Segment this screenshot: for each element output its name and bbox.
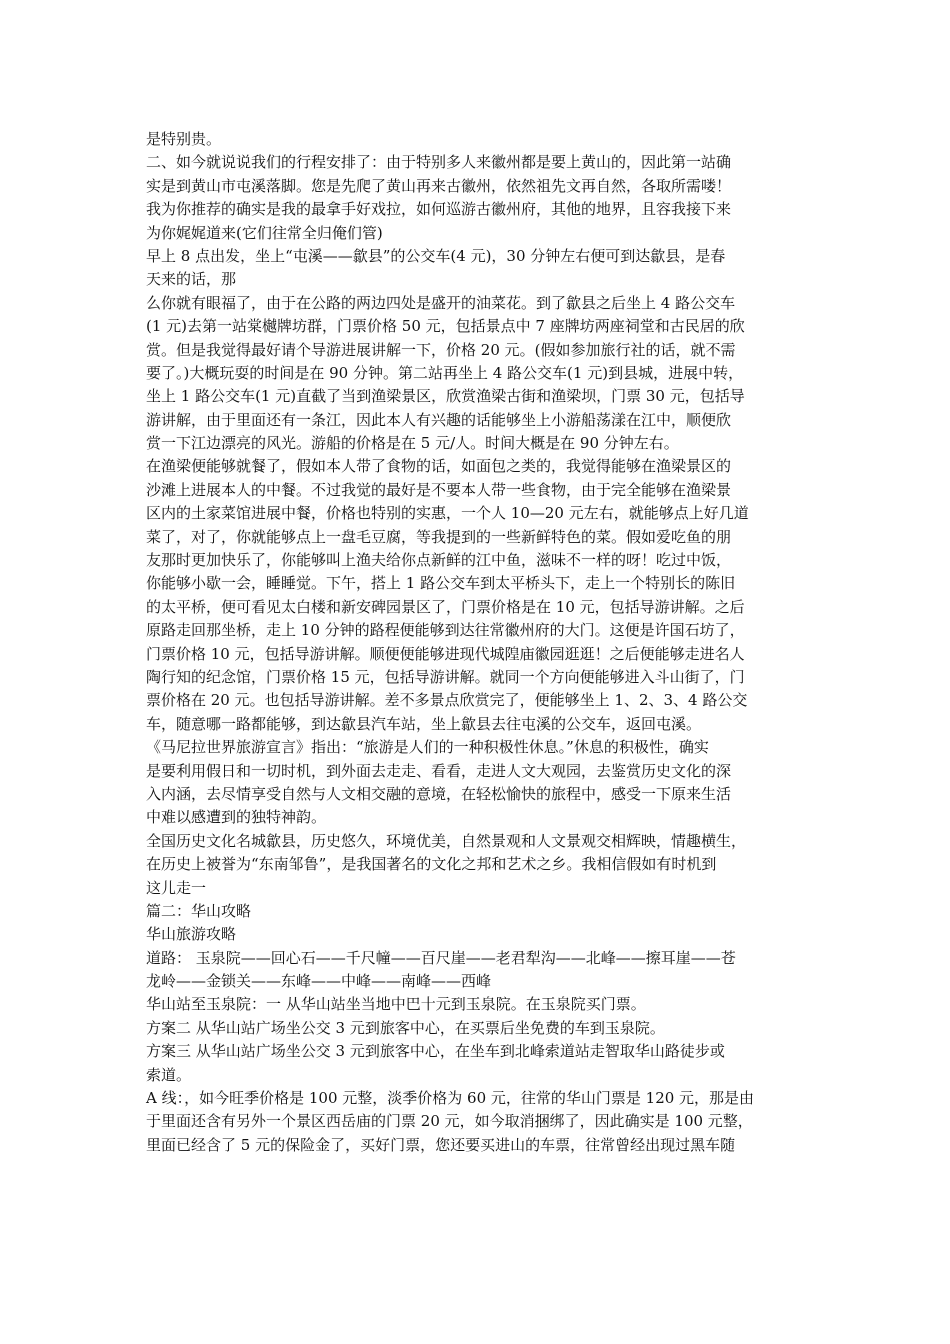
text-line: 实是到黄山市屯溪落脚。您是先爬了黄山再来古徽州，依然祖先文再自然，各取所需喽！ [146, 176, 732, 195]
text-line: 于里面还含有另外一个景区西岳庙的门票 20 元，如今取消捆绑了，因此确实是 100 元整， [146, 1112, 753, 1131]
text-line: 游讲解，由于里面还有一条江，因此本人有兴趣的话能够坐上小游船荡漾在江中，顺便欣 [146, 410, 732, 429]
text-line: 索道。 [146, 1065, 192, 1084]
text-line: 赏。但是我觉得最好请个导游进展讲解一下，价格 20 元。(假如参加旅行社的话，就不需 [146, 340, 736, 359]
text-line: 菜了，对了，你就能够点上一盘毛豆腐，等我提到的一些新鲜特色的菜。假如爱吃鱼的朋 [146, 527, 732, 546]
text-line: 是特别贵。 [146, 130, 222, 148]
text-line: 是要利用假日和一切时机，到外面去走走、看看，走进人文大观园，去鉴赏历史文化的深 [146, 761, 732, 780]
text-line: 道路： 玉泉院——回心石——千尺幢——百尺崖——老君犁沟——北峰——擦耳崖——苍 [146, 948, 736, 967]
text-line: 中难以感遭到的独特神韵。 [146, 808, 327, 827]
text-line: 区内的土家菜馆进展中餐，价格也特别的实惠，一个人 10—20 元左右，就能够点上好几道 [146, 504, 749, 523]
text-line: 二、如今就说说我们的行程安排了：由于特别多人来徽州都是要上黄山的，因此第一站确 [146, 153, 732, 172]
text-line: 要了。)大概玩耍的时间是在 90 分钟。第二站再坐上 4 路公交车(1 元)到县城，进展中转， [146, 363, 744, 382]
text-line: 入内涵，去尽情享受自然与人文相交融的意境，在轻松愉快的旅程中，感受一下原来生活 [146, 784, 732, 803]
text-line: 门票价格 10 元，包括导游讲解。顺便便能够进现代城隍庙徽园逛逛！之后便能够走进名人 [146, 644, 745, 663]
text-line: 友那时更加快乐了，你能够叫上渔夫给你点新鲜的江中鱼，滋味不一样的呀！吃过中饭， [146, 551, 732, 570]
text-line: (1 元)去第一站棠樾牌坊群，门票价格 50 元，包括景点中 7 座牌坊两座祠堂和古民居的欣 [146, 317, 745, 336]
text-line: 方案二 从华山站广场坐公交 3 元到旅客中心，在买票后坐免费的车到玉泉院。 [146, 1018, 665, 1037]
text-line: 里面已经含了 5 元的保险金了，买好门票，您还要买进山的车票，往常曾经出现过黑车随 [146, 1135, 736, 1154]
text-line: 为你娓娓道来(它们往常全归俺们管) [146, 223, 383, 242]
text-line: A 线：，如今旺季价格是 100 元整，淡季价格为 60 元，往常的华山门票是 120 元，那是由 [146, 1089, 755, 1108]
text-line: 车，随意哪一路都能够，到达歙县汽车站，坐上歙县去往屯溪的公交车，返回屯溪。 [146, 714, 702, 733]
text-line: 华山站至玉泉院：一 从华山站坐当地中巴十元到玉泉院。在玉泉院买门票。 [146, 995, 646, 1014]
text-line: 方案三 从华山站广场坐公交 3 元到旅客中心，在坐车到北峰索道站走智取华山路徒步或 [146, 1042, 725, 1061]
text-line: 原路走回那坐桥，走上 10 分钟的路程便能够到达往常徽州府的大门。这便是许国石坊了， [146, 621, 745, 640]
text-line: 沙滩上进展本人的中餐。不过我觉的最好是不要本人带一些食物，由于完全能够在渔梁景 [146, 480, 732, 499]
text-line: 全国历史文化名城歙县，历史悠久，环境优美，自然景观和人文景观交相辉映，情趣横生， [146, 831, 747, 850]
text-line: 陶行知的纪念馆，门票价格 15 元，包括导游讲解。就同一个方向便能够进入斗山街了，门 [146, 667, 745, 686]
text-line: 我为你推荐的确实是我的最拿手好戏拉，如何巡游古徽州府，其他的地界，且容我接下来 [146, 200, 732, 219]
text-line: 赏一下江边漂亮的风光。游船的价格是在 5 元/人。时间大概是在 90 分钟左右。 [146, 434, 679, 453]
text-line: 票价格在 20 元。也包括导游讲解。差不多景点欣赏完了，便能够坐上 1、2、3、4 路公交 [146, 691, 748, 710]
text-line: 篇二：华山攻略 [146, 901, 252, 920]
text-line: 在渔梁便能够就餐了，假如本人带了食物的话，如面包之类的，我觉得能够在渔梁景区的 [146, 457, 732, 476]
text-line: 龙岭——金锁关——东峰——中峰——南峰——西峰 [146, 972, 492, 991]
text-line: 《马尼拉世界旅游宣言》指出：“旅游是人们的一种积极性休息。”休息的积极性，确实 [146, 738, 709, 757]
text-line: 在历史上被誉为“东南邹鲁”，是我国著名的文化之邦和艺术之乡。我相信假如有时机到 [146, 855, 717, 874]
text-line: 早上 8 点出发，坐上“屯溪——歙县”的公交车(4 元)，30 分钟左右便可到达歙县，是春 [146, 246, 726, 265]
text-line: 华山旅游攻略 [146, 925, 237, 944]
text-line: 么你就有眼福了，由于在公路的两边四处是盛开的油菜花。到了歙县之后坐上 4 路公交车 [146, 293, 736, 312]
text-line: 你能够小歇一会，睡睡觉。下午，搭上 1 路公交车到太平桥头下，走上一个特别长的陈旧 [146, 574, 736, 593]
text-line: 这儿走一 [146, 878, 207, 897]
text-line: 的太平桥，便可看见太白楼和新安碑园景区了，门票价格是在 10 元，包括导游讲解。之后 [146, 597, 745, 616]
text-line: 坐上 1 路公交车(1 元)直截了当到渔梁景区，欣赏渔梁古街和渔梁坝，门票 30 元，包括导 [146, 387, 745, 406]
text-line: 天来的话，那 [146, 270, 237, 289]
document-body [146, 128, 816, 1157]
